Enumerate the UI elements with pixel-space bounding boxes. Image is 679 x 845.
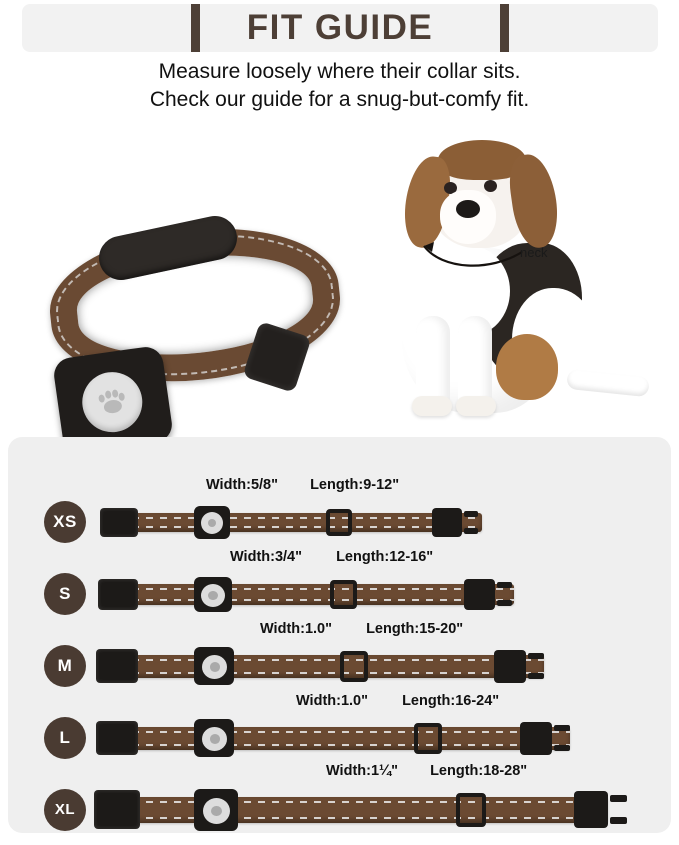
size-badge-s: S — [44, 573, 86, 615]
buckle-prong-m-1 — [528, 653, 544, 659]
size-dims-xl — [326, 763, 527, 779]
airtag-holder-xl — [194, 789, 238, 831]
slider-s — [330, 580, 357, 609]
dog-paw-right — [456, 396, 496, 416]
size-badge-xl: XL — [44, 789, 86, 831]
buckle-clip-s — [98, 579, 138, 610]
buckle-clip-l — [96, 721, 138, 755]
buckle-prong-l-1 — [554, 725, 570, 731]
neck-label: neck — [520, 245, 548, 260]
size-width-s: Width:3/4" — [230, 549, 302, 565]
slider-xl — [456, 793, 486, 827]
size-width-xl: Width:1¼" — [326, 763, 398, 779]
dog-tail — [566, 369, 650, 397]
size-length-m: Length:15-20" — [366, 621, 464, 637]
airtag-holder-l — [194, 719, 234, 757]
size-dims-l — [296, 693, 499, 709]
size-width-l: Width:1.0" — [296, 693, 368, 709]
airtag-holder-xs — [194, 506, 230, 539]
buckle-prong-xl-2 — [610, 817, 627, 824]
buckle-end-l — [520, 722, 552, 755]
slider-m — [340, 651, 368, 682]
size-badge-xs: XS — [44, 501, 86, 543]
airtag-holder-m — [194, 647, 234, 685]
collar-product-image — [40, 220, 360, 400]
size-dims-xs — [206, 477, 399, 493]
size-badge-m: M — [44, 645, 86, 687]
buckle-clip-xs — [100, 508, 138, 537]
buckle-prong-xs-1 — [464, 511, 478, 517]
buckle-prong-m-2 — [528, 673, 544, 679]
size-length-xs: Length:9-12" — [310, 477, 400, 493]
dog-photo — [372, 138, 652, 428]
strap-xs — [104, 513, 482, 532]
page-title: FIT GUIDE — [246, 8, 434, 47]
buckle-end-xs — [432, 508, 462, 537]
size-badge-l: L — [44, 717, 86, 759]
airtag-disc — [78, 368, 146, 436]
size-length-xl: Length:18-28" — [430, 763, 528, 779]
size-dims-m — [260, 621, 463, 637]
subtitle-line-1: Measure loosely where their collar sits. — [158, 60, 521, 83]
product-photo-area — [0, 130, 679, 430]
size-row-xl — [8, 763, 671, 845]
strap-m — [104, 655, 544, 678]
size-row-m — [8, 621, 671, 701]
buckle-prong-xs-2 — [464, 528, 478, 534]
size-length-s: Length:12-16" — [336, 549, 434, 565]
dog-nose — [456, 200, 480, 218]
size-dims-s — [230, 549, 433, 565]
buckle-clip-xl — [94, 790, 140, 829]
buckle-clip-m — [96, 649, 138, 683]
buckle-prong-xl-1 — [610, 795, 627, 802]
buckle-prong-s-2 — [497, 600, 512, 606]
buckle-end-m — [494, 650, 526, 683]
buckle-prong-l-2 — [554, 745, 570, 751]
dog-eye-right — [484, 180, 497, 192]
airtag-disc-s — [201, 584, 225, 607]
dog-paw-left — [412, 396, 452, 416]
strap-xl — [104, 797, 608, 823]
airtag-disc-xl — [203, 798, 230, 824]
size-width-xs: Width:5/8" — [206, 477, 278, 493]
slider-xs — [326, 509, 352, 536]
size-row-s — [8, 549, 671, 629]
strap-s — [104, 584, 514, 605]
airtag-disc-m — [202, 655, 227, 679]
buckle-end-xl — [574, 791, 608, 828]
title-banner — [22, 4, 658, 52]
slider-l — [414, 723, 442, 754]
strap-l — [104, 727, 570, 750]
size-chart-panel — [8, 437, 671, 833]
airtag-disc-xs — [201, 512, 223, 534]
subtitle-line-2: Check our guide for a snug-but-comfy fit. — [149, 88, 530, 111]
dog-hindleg — [496, 334, 558, 400]
size-length-l: Length:16-24" — [402, 693, 500, 709]
size-width-m: Width:1.0" — [260, 621, 332, 637]
buckle-prong-s-1 — [497, 582, 512, 588]
airtag-holder-s — [194, 577, 232, 612]
paw-icon — [97, 388, 128, 416]
airtag-disc-l — [202, 727, 227, 751]
buckle-end-s — [464, 579, 495, 610]
subtitle — [0, 58, 679, 114]
size-row-xs — [8, 477, 671, 557]
